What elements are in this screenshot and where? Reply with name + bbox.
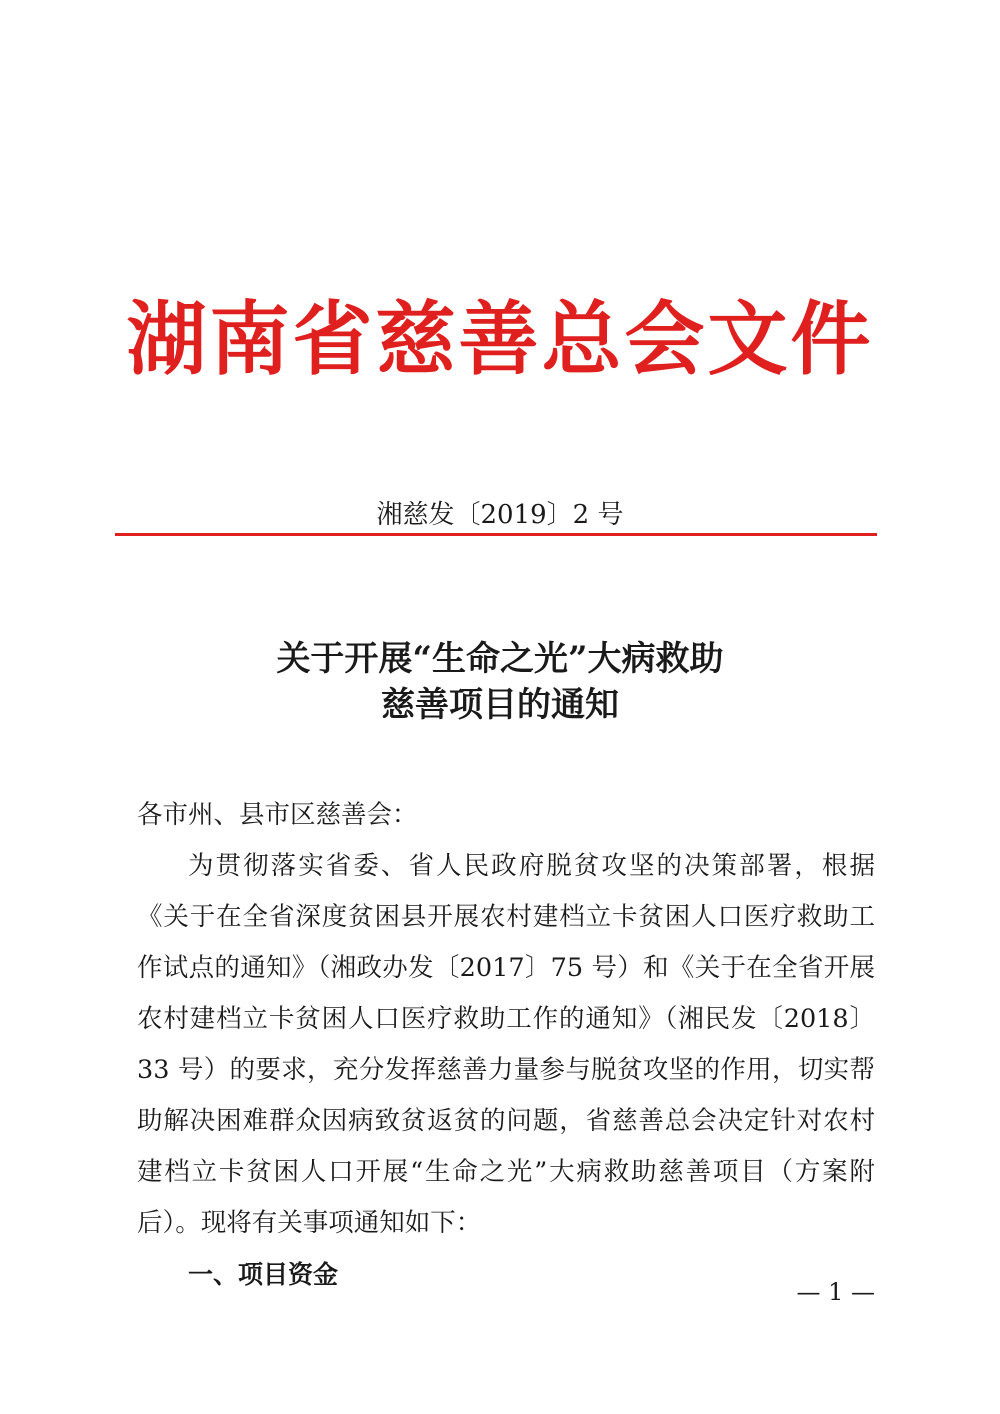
document-number: 湘慈发〔2019〕2 号: [376, 500, 624, 530]
section-heading: 一、项目资金: [188, 1260, 339, 1289]
page-number: — 1 —: [796, 1278, 875, 1306]
title-line-1: 关于开展“生命之光”大病救助: [276, 639, 724, 679]
document-masthead: 湖南省慈善总会文件: [126, 293, 874, 386]
body-paragraph: 为贯彻落实省委、省人民政府脱贫攻坚的决策部署，根据《关于在全省深度贫困县开展农村建档立卡贫困人口医疗救助工作试点的通知》（湘政办发〔2017〕75 号）和《关于在全省开展农村建档立卡贫困人口医疗救助工作的通知》（湘民发〔2018〕33 号）的要求，充分发挥慈善力量参与脱贫攻坚的作用，切实帮助解决困难群众因病致贫返贫的问题，省慈善总会决定针对农村建档立卡贫困人口开展“生命之光”大病救助慈善项目（方案附后）。现将有关事项通知如下：: [137, 851, 875, 1238]
red-divider-line: [115, 533, 877, 536]
salutation: 各市州、县市区慈善会：: [137, 800, 418, 830]
document-body: [137, 790, 875, 1300]
title-line-2: 慈善项目的通知: [381, 685, 619, 725]
document-title: [0, 636, 1000, 728]
